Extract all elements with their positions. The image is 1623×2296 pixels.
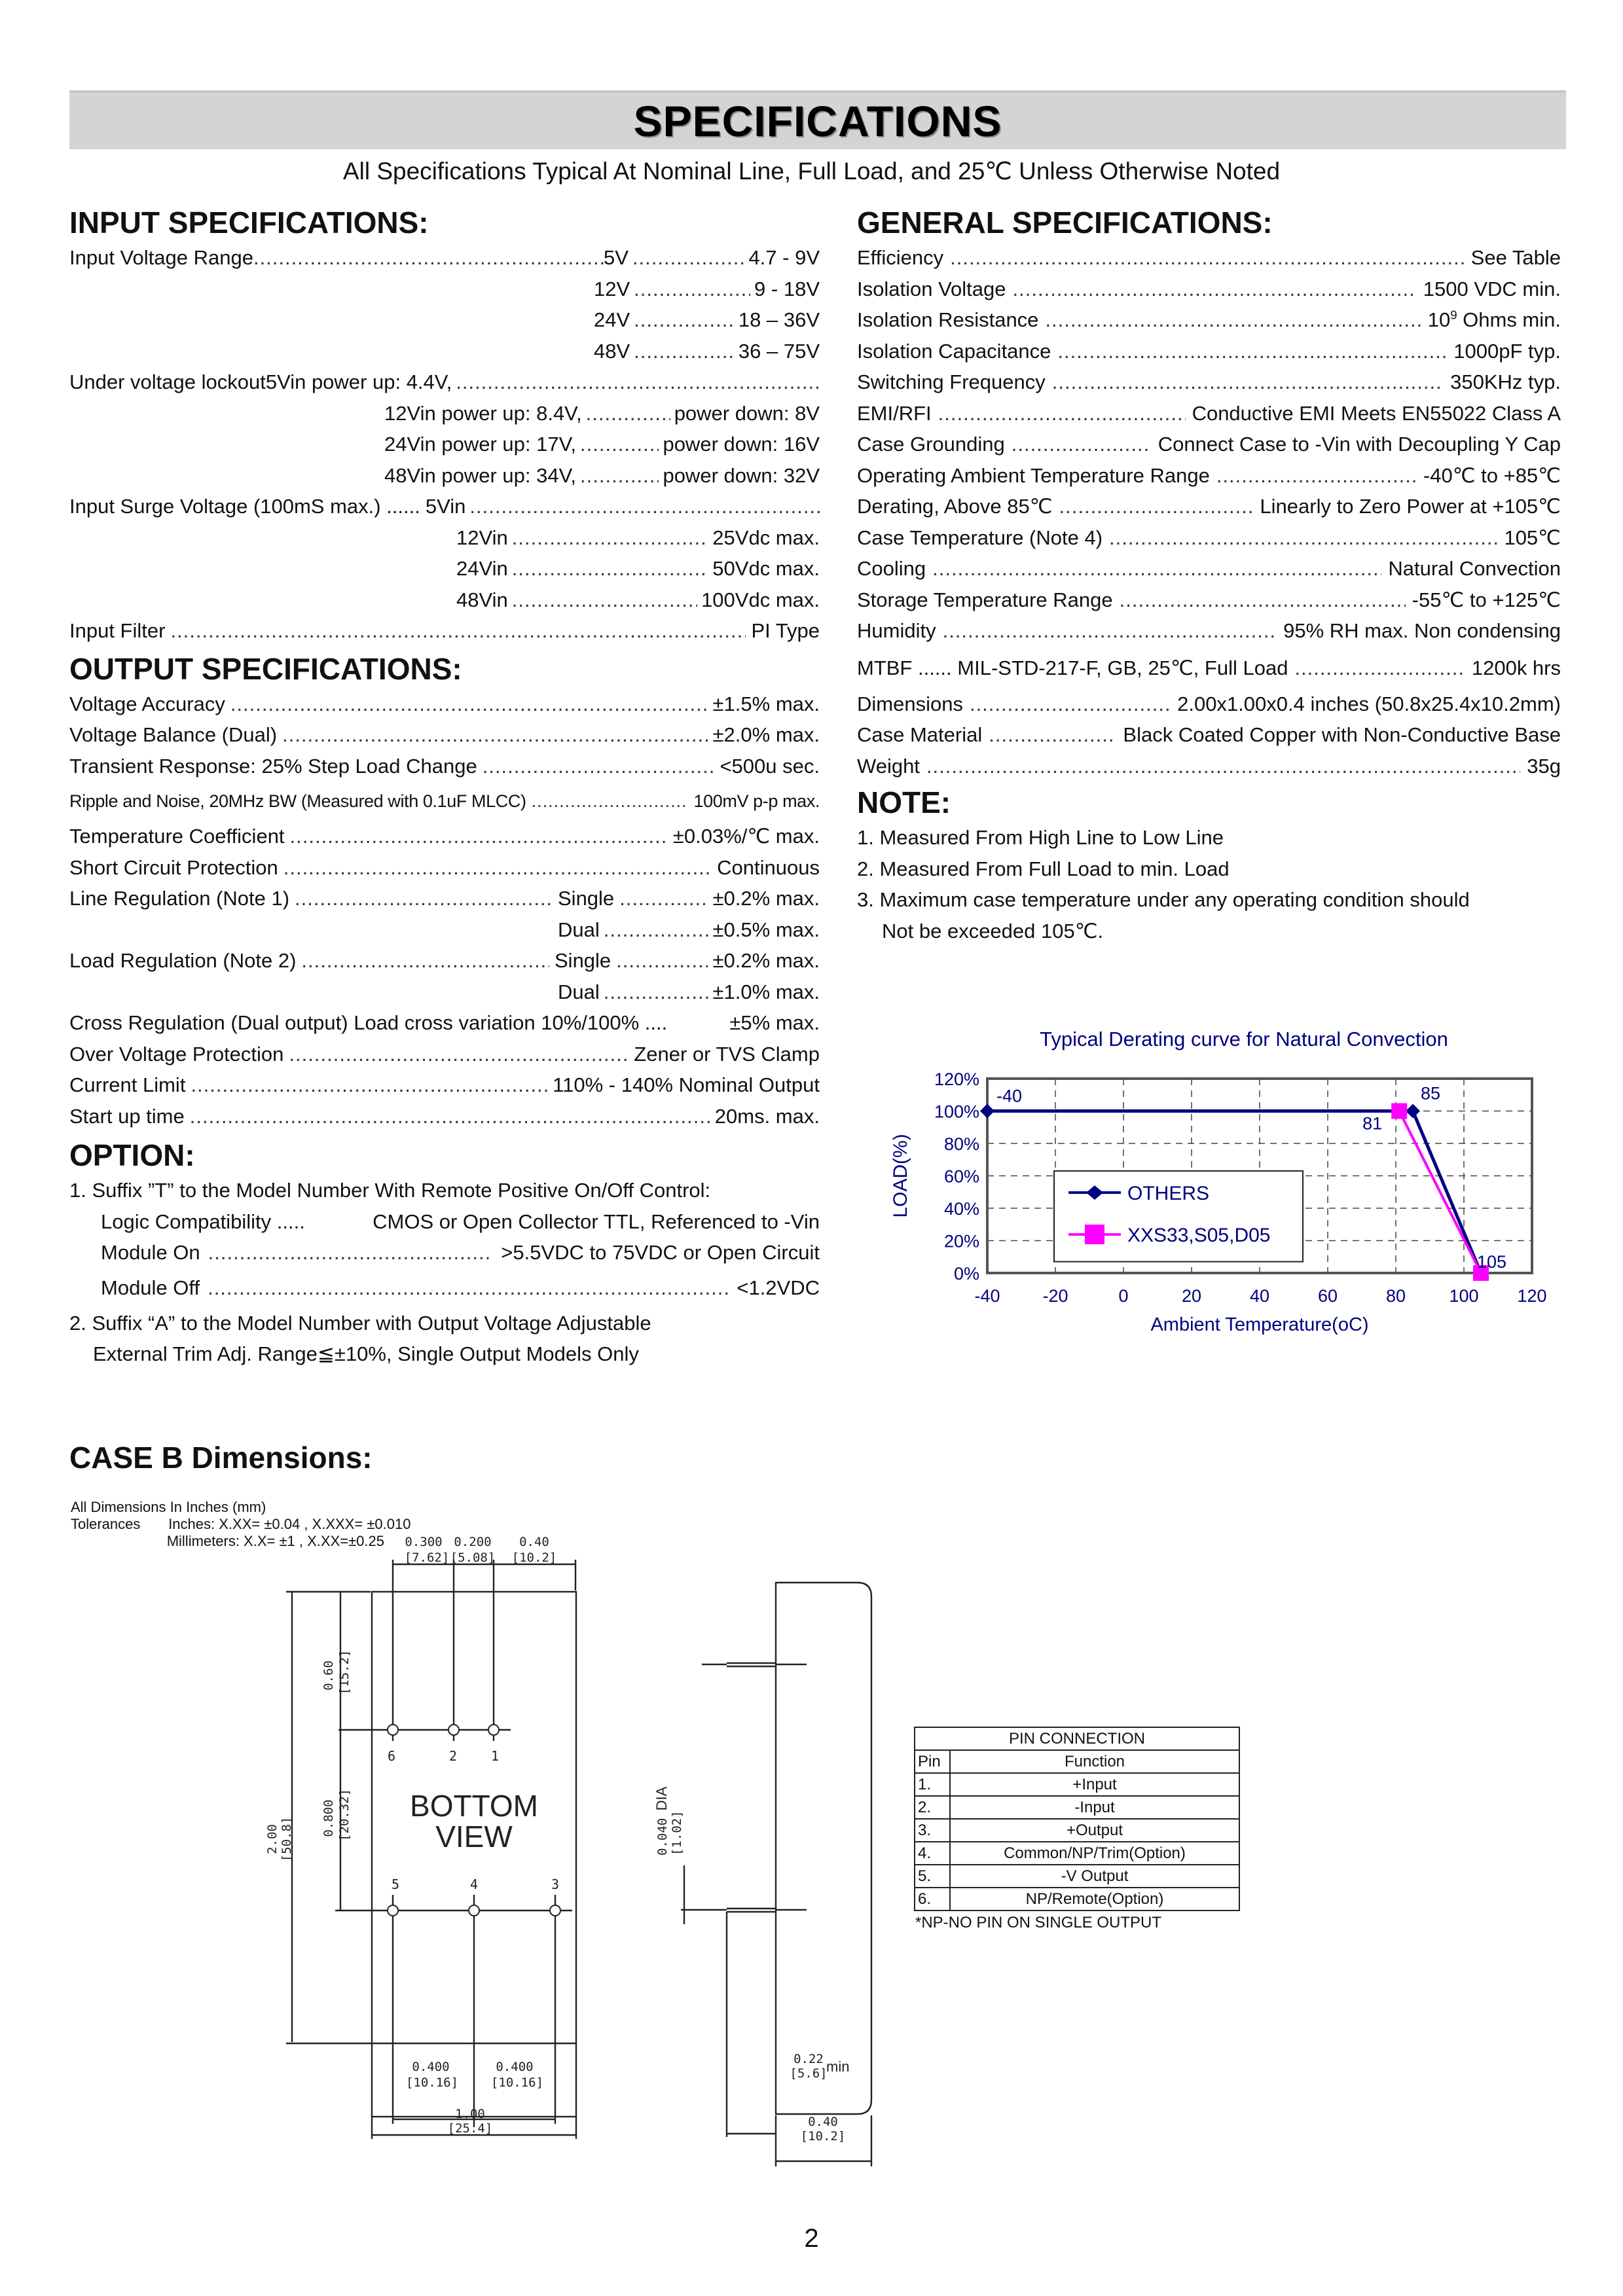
spec-value: 5Vin power up: 4.4V,: [265, 370, 452, 393]
spec-value: ±2.0% max.: [712, 723, 820, 746]
right-column: [857, 203, 1561, 946]
spec-row: [857, 336, 1561, 367]
spec-row: [69, 852, 820, 884]
spec-value: 100mV p-p max.: [693, 791, 820, 811]
spec-value: 110% - 140% Nominal Output: [553, 1073, 820, 1096]
spec-label: Over Voltage Protection: [69, 1042, 284, 1066]
spec-label: Transient Response: 25% Step Load Change: [69, 754, 477, 778]
spec-row: [857, 648, 1561, 689]
pin-number: 5: [391, 1876, 400, 1892]
spec-label: Voltage Balance (Dual): [69, 723, 278, 746]
spec-row: [69, 1237, 820, 1268]
spec-row: [69, 1206, 820, 1238]
dimension-units-note: All Dimensions In Inches (mm): [71, 1499, 266, 1515]
table-row: 3. +Output: [915, 1819, 1239, 1842]
spec-row: [69, 553, 820, 584]
spec-row: [857, 460, 1561, 492]
height-label: 0.40: [808, 2115, 838, 2129]
spec-value: <1.2VDC: [737, 1276, 820, 1299]
spec-label: Ripple and Noise, 20MHz BW (Measured with 0.1uF MLCC): [69, 791, 526, 811]
chart-legend: [1054, 1171, 1303, 1262]
tolerances-inches: Inches: X.XX= ±0.04 , X.XXX= ±0.010: [168, 1516, 411, 1532]
spec-label: Weight: [857, 754, 920, 778]
side-view-outline: [776, 1583, 871, 2114]
spec-row: [857, 304, 1561, 336]
spec-label: Case Temperature (Note 4): [857, 526, 1103, 549]
spec-value: See Table: [1470, 246, 1561, 269]
spec-value: ±0.03%/℃ max.: [672, 825, 820, 848]
spec-row: [69, 336, 820, 367]
dimension-label: [50.8]: [280, 1816, 294, 1862]
pin-hole-4: [469, 1905, 479, 1916]
spec-label: Input Filter: [69, 619, 166, 642]
spec-label: Input Surge Voltage (100mS max.) ......: [69, 495, 420, 518]
spec-nominal: 12Vin: [456, 526, 508, 549]
spec-label: Module On: [101, 1241, 200, 1264]
x-tick-label: 0: [1118, 1286, 1129, 1306]
spec-value: 20ms. max.: [714, 1104, 820, 1128]
spec-value: Natural Convection: [1388, 557, 1561, 580]
spec-value: 350KHz typ.: [1450, 370, 1561, 393]
spec-row: [69, 491, 820, 522]
spec-row: [857, 491, 1561, 522]
spec-row: [69, 1268, 820, 1308]
dimension-label: [25.4]: [447, 2121, 493, 2136]
spec-row: [69, 367, 820, 398]
note-item: 1. Measured From High Line to Low Line: [857, 826, 1224, 849]
spec-label: Case Grounding: [857, 433, 1005, 456]
spec-value: Conductive EMI Meets EN55022 Class A: [1192, 401, 1561, 425]
y-tick-label: 40%: [943, 1199, 979, 1219]
spec-label: Case Material: [857, 723, 983, 746]
legend-label: OTHERS: [1127, 1183, 1210, 1205]
spec-value: 2.00x1.00x0.4 inches (50.8x25.4x10.2mm): [1177, 692, 1561, 715]
spec-row: [857, 274, 1561, 305]
spec-value: 4.7 - 9V: [748, 246, 820, 269]
option-item-2: 2. Suffix “A” to the Model Number with Output Voltage Adjustable: [69, 1311, 651, 1335]
dimension-label: 2.00: [265, 1824, 280, 1854]
spec-row: [857, 398, 1561, 429]
spec-row: [69, 304, 820, 336]
chart-annotation: 105: [1477, 1252, 1507, 1272]
spec-row: [69, 584, 820, 616]
bottom-view-outline: [372, 1592, 576, 2117]
spec-row: [857, 553, 1561, 584]
spec-row: [69, 1039, 820, 1070]
tolerances-mm: Millimeters: X.X= ±1 , X.XX=±0.25: [166, 1533, 384, 1549]
spec-row: [69, 398, 820, 429]
spec-nominal: Dual: [558, 918, 600, 941]
bottom-view-label: BOTTOM: [410, 1789, 538, 1823]
spec-value: CMOS or Open Collector TTL, Referenced to -Vin: [373, 1210, 820, 1233]
dimension-label: [10.16]: [405, 2075, 459, 2090]
spec-label: Switching Frequency: [857, 370, 1046, 393]
spec-value: 1000pF typ.: [1453, 339, 1561, 363]
spec-value: <500u sec.: [720, 754, 820, 778]
spec-label: Voltage Accuracy: [69, 692, 225, 715]
page-number: 2: [804, 2224, 819, 2253]
spec-value: ±0.5% max.: [712, 918, 820, 941]
pin-number: 4: [469, 1876, 479, 1892]
spec-nominal: 5V: [604, 246, 629, 269]
spec-label: Under voltage lockout: [69, 370, 266, 393]
spec-label: Humidity: [857, 619, 936, 642]
spec-row: [69, 719, 820, 751]
spec-value: 12Vin power up: 8.4V,: [384, 401, 582, 425]
table-row: 2. -Input: [915, 1796, 1239, 1819]
spec-nominal: 24Vin: [456, 557, 508, 580]
spec-label: Start up time: [69, 1104, 185, 1128]
spec-value: 36 – 75V: [738, 339, 820, 363]
y-tick-label: 0%: [953, 1264, 979, 1283]
pin-connection-table: [914, 1727, 1240, 1911]
spec-label: Storage Temperature Range: [857, 588, 1113, 611]
spec-label: Temperature Coefficient: [69, 825, 285, 848]
spec-nominal: 48Vin: [456, 588, 508, 611]
data-point: [1406, 1104, 1420, 1119]
spec-value: 50Vdc max.: [712, 557, 820, 580]
spec-value: power down: 16V: [663, 433, 820, 456]
option-item-1: 1. Suffix ”T” to the Model Number With Remote Positive On/Off Control:: [69, 1179, 711, 1202]
series-line-xxs33-s05-d05: [1399, 1111, 1481, 1274]
chart-y-label: LOAD(%): [890, 1134, 911, 1218]
page-title: SPECIFICATIONS: [633, 97, 1002, 145]
pin-table-footnote: *NP-NO PIN ON SINGLE OUTPUT: [915, 1914, 1162, 1931]
spec-value: 25Vdc max.: [712, 526, 820, 549]
spec-label: Current Limit: [69, 1073, 186, 1096]
dimension-label: [7.62]: [404, 1551, 450, 1565]
dimension-label: [20.32]: [337, 1788, 352, 1842]
pin-hole-1: [488, 1725, 499, 1735]
chart-annotation: 81: [1362, 1113, 1383, 1134]
spec-nominal: Single: [558, 887, 615, 910]
table-row: 1. +Input: [915, 1773, 1239, 1796]
note-item: 2. Measured From Full Load to min. Load: [857, 857, 1230, 880]
dimension-label: 0.300: [405, 1535, 443, 1549]
title-banner: [69, 90, 1566, 149]
spec-value: ±0.2% max.: [712, 949, 820, 972]
note-item-continued: Not be exceeded 105℃.: [882, 919, 1104, 942]
function-col-header: Function: [950, 1750, 1239, 1773]
spec-nominal: Single: [555, 949, 611, 972]
spec-row: [69, 1101, 820, 1132]
spec-row: [69, 751, 820, 782]
spec-value: 1200k hrs: [1471, 656, 1561, 679]
spec-row: [69, 883, 820, 914]
spec-value: 1500 VDC min.: [1423, 277, 1561, 300]
x-tick-label: 40: [1249, 1286, 1270, 1306]
spec-value: Continuous: [717, 855, 820, 879]
chart-annotation: -40: [996, 1086, 1023, 1106]
table-row: 6. NP/Remote(Option): [915, 1888, 1239, 1910]
spec-label: Isolation Voltage: [857, 277, 1006, 300]
spec-row: [69, 914, 820, 946]
left-column: [69, 203, 820, 1370]
spec-label: Isolation Resistance: [857, 308, 1039, 331]
spec-row: [69, 945, 820, 977]
chart-x-label: Ambient Temperature(oC): [1150, 1314, 1369, 1335]
spec-row: [69, 429, 820, 460]
spec-value: ±1.5% max.: [712, 692, 820, 715]
spec-row: [69, 460, 820, 492]
spec-nominal: Dual: [558, 980, 600, 1003]
spec-value: Zener or TVS Clamp: [634, 1042, 820, 1066]
pin-length-min: min: [826, 2058, 850, 2075]
derating-chart: [877, 1018, 1571, 1345]
spec-row: [69, 689, 820, 720]
x-tick-label: 20: [1181, 1286, 1202, 1306]
spec-value: power down: 32V: [663, 463, 820, 487]
general-specs-heading: GENERAL SPECIFICATIONS:: [857, 206, 1273, 240]
option-item-2-detail: External Trim Adj. Range≦±10%, Single Output Models Only: [93, 1342, 639, 1365]
spec-row: [69, 821, 820, 852]
spec-value: -40℃ to +85℃: [1423, 463, 1561, 487]
spec-value: 48Vin power up: 34V,: [384, 463, 577, 487]
pin-table-title: PIN CONNECTION: [915, 1727, 1239, 1750]
spec-value: 95% RH max. Non condensing: [1283, 619, 1561, 642]
spec-label: Operating Ambient Temperature Range: [857, 463, 1210, 487]
spec-label: Derating, Above 85℃: [857, 495, 1053, 518]
spec-value: 35g: [1527, 754, 1561, 778]
spec-label: Cooling: [857, 557, 926, 580]
pin-hole-5: [388, 1905, 398, 1916]
spec-nominal: 5Vin: [425, 495, 466, 518]
bottom-view-label: VIEW: [435, 1820, 513, 1854]
pin-number: 6: [387, 1748, 396, 1764]
spec-value: power down: 8V: [674, 401, 820, 425]
note-heading: NOTE:: [857, 785, 951, 819]
spec-label: Logic Compatibility .....: [101, 1210, 305, 1233]
y-tick-label: 80%: [943, 1134, 979, 1154]
dimension-label: 0.60: [321, 1660, 336, 1691]
spec-row: [857, 242, 1561, 274]
spec-row: [69, 781, 820, 821]
spec-label: Isolation Capacitance: [857, 339, 1051, 363]
spec-row: [857, 522, 1561, 554]
dimension-label: [10.2]: [511, 1551, 557, 1565]
spec-value: 18 – 36V: [738, 308, 820, 331]
spec-label: EMI/RFI: [857, 401, 932, 425]
spec-label: Load Regulation (Note 2): [69, 949, 297, 972]
spec-value: $10^9$ Ohms min.: [1427, 308, 1561, 331]
option-heading: OPTION:: [69, 1138, 195, 1172]
x-tick-label: 80: [1385, 1286, 1406, 1306]
spec-label: MTBF ...... MIL-STD-217-F, GB, 25℃, Full Load: [857, 656, 1288, 679]
spec-nominal: 12V: [594, 277, 630, 300]
spec-row: [857, 751, 1561, 782]
spec-row: [857, 367, 1561, 398]
data-point: [1391, 1103, 1407, 1119]
spec-row: [857, 615, 1561, 647]
spec-value: Linearly to Zero Power at +105℃: [1260, 495, 1561, 518]
y-tick-label: 60%: [943, 1166, 979, 1187]
spec-value: 100Vdc max.: [701, 588, 820, 611]
x-tick-label: 120: [1517, 1286, 1547, 1306]
y-tick-label: 100%: [934, 1102, 979, 1122]
dimension-label: 0.200: [454, 1535, 492, 1549]
tolerances-note: [71, 1499, 410, 1550]
spec-value: >5.5VDC to 75VDC or Open Circuit: [501, 1241, 820, 1264]
spec-row: [69, 977, 820, 1008]
tolerances-label: Tolerances: [71, 1516, 141, 1532]
spec-row: [69, 1007, 820, 1039]
spec-value: ±1.0% max.: [712, 980, 820, 1003]
spec-row: [69, 615, 820, 647]
height-mm: [10.2]: [800, 2129, 846, 2144]
dimension-label: [5.08]: [450, 1551, 496, 1565]
pin-number: 1: [490, 1748, 500, 1764]
spec-row: [69, 522, 820, 554]
spec-label: Efficiency: [857, 246, 944, 269]
pin-number: 2: [448, 1748, 458, 1764]
legend-marker: [1085, 1225, 1104, 1244]
pin-diameter-mm: [1.02]: [670, 1810, 684, 1856]
pin-length-label: 0.22: [793, 2052, 824, 2066]
spec-value: ±5% max.: [729, 1011, 820, 1034]
pin-number: 3: [551, 1876, 560, 1892]
spec-value: Black Coated Copper with Non-Conductive Base: [1123, 723, 1561, 746]
output-specs-heading: OUTPUT SPECIFICATIONS:: [69, 651, 462, 686]
table-row: 4. Common/NP/Trim(Option): [915, 1842, 1239, 1865]
dimension-label: 0.40: [519, 1535, 549, 1549]
spec-row: [857, 689, 1561, 720]
y-tick-label: 20%: [943, 1231, 979, 1251]
spec-row: [69, 274, 820, 305]
spec-value: 9 - 18V: [754, 277, 820, 300]
spec-value: 24Vin power up: 17V,: [384, 433, 577, 456]
spec-value: 105℃: [1504, 526, 1561, 549]
spec-value: Connect Case to -Vin with Decoupling Y Cap: [1158, 433, 1561, 456]
spec-nominal: 24V: [594, 308, 630, 331]
input-specs-heading: INPUT SPECIFICATIONS:: [69, 206, 429, 240]
case-dimensions-heading: CASE B Dimensions:: [69, 1441, 373, 1475]
x-tick-label: -40: [974, 1286, 1000, 1306]
spec-label: Input Voltage Range: [69, 246, 253, 269]
legend-label: XXS33,S05,D05: [1127, 1225, 1271, 1247]
dimension-label: 0.400: [496, 2060, 534, 2074]
spec-label: Line Regulation (Note 1): [69, 887, 290, 910]
pin-hole-3: [550, 1905, 560, 1916]
pin-col-header: Pin: [915, 1750, 950, 1773]
spec-label: Module Off: [101, 1276, 200, 1299]
table-row: 5. -V Output: [915, 1865, 1239, 1888]
chart-title: Typical Derating curve for Natural Convection: [1040, 1028, 1448, 1050]
x-tick-label: -20: [1042, 1286, 1068, 1306]
dimension-label: [10.16]: [490, 2075, 544, 2090]
spec-value: -55℃ to +125℃: [1412, 588, 1561, 611]
x-tick-label: 100: [1449, 1286, 1479, 1306]
spec-label: Cross Regulation (Dual output) Load cross variation 10%/100% ....: [69, 1011, 668, 1034]
spec-value: ±0.2% max.: [712, 887, 820, 910]
y-tick-label: 120%: [934, 1069, 979, 1089]
spec-row: [857, 719, 1561, 751]
spec-row: [857, 429, 1561, 460]
note-item: 3. Maximum case temperature under any operating condition should: [857, 888, 1470, 911]
dimension-label: 0.400: [412, 2060, 450, 2074]
pin-diameter-label: 0.040 DIA: [653, 1786, 670, 1856]
chart-x-ticks: [974, 1286, 1546, 1306]
subtitle: All Specifications Typical At Nominal Line, Full Load, and 25℃ Unless Otherwise Noted: [342, 158, 1281, 185]
derating-chart-svg: [877, 1018, 1571, 1345]
spec-value: PI Type: [751, 619, 820, 642]
spec-label: Dimensions: [857, 692, 963, 715]
pin-hole-6: [388, 1725, 398, 1735]
spec-label: Short Circuit Protection: [69, 855, 278, 879]
pin-length-mm: [5.6]: [790, 2066, 828, 2081]
spec-row: [857, 584, 1561, 616]
dimension-label: [15.2]: [337, 1649, 352, 1695]
spec-row: [69, 1069, 820, 1101]
data-point: [980, 1104, 994, 1119]
dimension-label: 1.00: [455, 2107, 485, 2121]
x-tick-label: 60: [1317, 1286, 1338, 1306]
spec-nominal: 48V: [594, 339, 630, 363]
chart-annotation: 85: [1421, 1083, 1441, 1103]
pin-hole-2: [448, 1725, 459, 1735]
dimension-label: 0.800: [321, 1799, 336, 1837]
spec-row: [69, 242, 820, 274]
chart-y-ticks: [934, 1069, 979, 1283]
